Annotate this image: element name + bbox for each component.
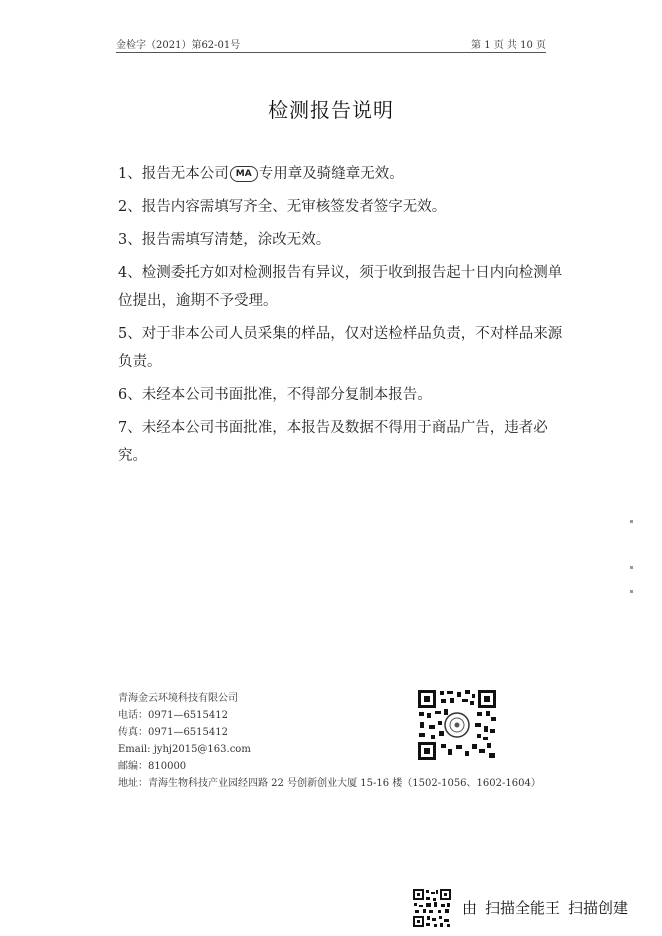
company-phone: 电话：0971—6515412 [118, 710, 228, 721]
item-text-before: 报告无本公司 [141, 166, 229, 182]
company-name: 青海金云环境科技有限公司 [118, 693, 238, 704]
item-number: 4、 [118, 265, 142, 281]
scanner-prefix: 由 [462, 899, 478, 917]
cma-seal-icon: MA [230, 166, 258, 182]
instruction-item-4 [118, 259, 568, 315]
scanner-suffix: 扫描创建 [568, 899, 629, 917]
instruction-item-6 [118, 381, 568, 409]
item-number: 7、 [118, 420, 142, 436]
item-text: 检测委托方如对检测报告有异议，须于收到报告起十日内向检测单位提出，逾期不予受理。 [118, 265, 563, 309]
item-number: 2、 [118, 199, 142, 215]
company-qr-code-icon [417, 689, 497, 761]
item-text: 未经本公司书面批准，本报告及数据不得用于商品广告，违者必究。 [118, 420, 548, 464]
page-edge-marks [630, 520, 634, 600]
scanner-qr-code-icon [412, 888, 452, 928]
item-text: 未经本公司书面批准，不得部分复制本报告。 [141, 387, 432, 403]
item-number: 3、 [118, 232, 142, 248]
scanner-app-name: 扫描全能王 [485, 899, 561, 917]
instruction-item-3 [118, 226, 568, 254]
item-number: 1、 [118, 166, 142, 182]
instructions-list [118, 160, 568, 475]
item-number: 5、 [118, 326, 142, 342]
company-fax: 传真：0971—6515412 [118, 727, 228, 738]
page-header [116, 34, 546, 53]
item-text-after: 专用章及骑缝章无效。 [258, 166, 404, 182]
company-email: Email: jyhj2015@163.com [118, 744, 251, 755]
item-text: 报告内容需填写齐全、无审核签发者签字无效。 [141, 199, 447, 215]
report-title: 检测报告说明 [268, 98, 394, 122]
document-number: 金检字（2021）第62-01号 [116, 40, 241, 51]
item-number: 6、 [118, 387, 142, 403]
item-text: 对于非本公司人员采集的样品，仅对送检样品负责，不对样品来源负责。 [118, 326, 563, 370]
instruction-item-5 [118, 320, 568, 376]
instruction-item-1 [118, 160, 568, 188]
company-address: 地址：青海生物科技产业园经四路 22 号创新创业大厦 15-16 楼（1502-1056、1602-1604） [118, 778, 541, 789]
instruction-item-7 [118, 414, 568, 470]
instruction-item-2 [118, 193, 568, 221]
page-counter: 第 1 页 共 10 页 [471, 40, 546, 51]
company-postcode: 邮编：810000 [118, 761, 187, 772]
scanner-watermark [462, 897, 636, 918]
item-text: 报告需填写清楚，涂改无效。 [141, 232, 331, 248]
